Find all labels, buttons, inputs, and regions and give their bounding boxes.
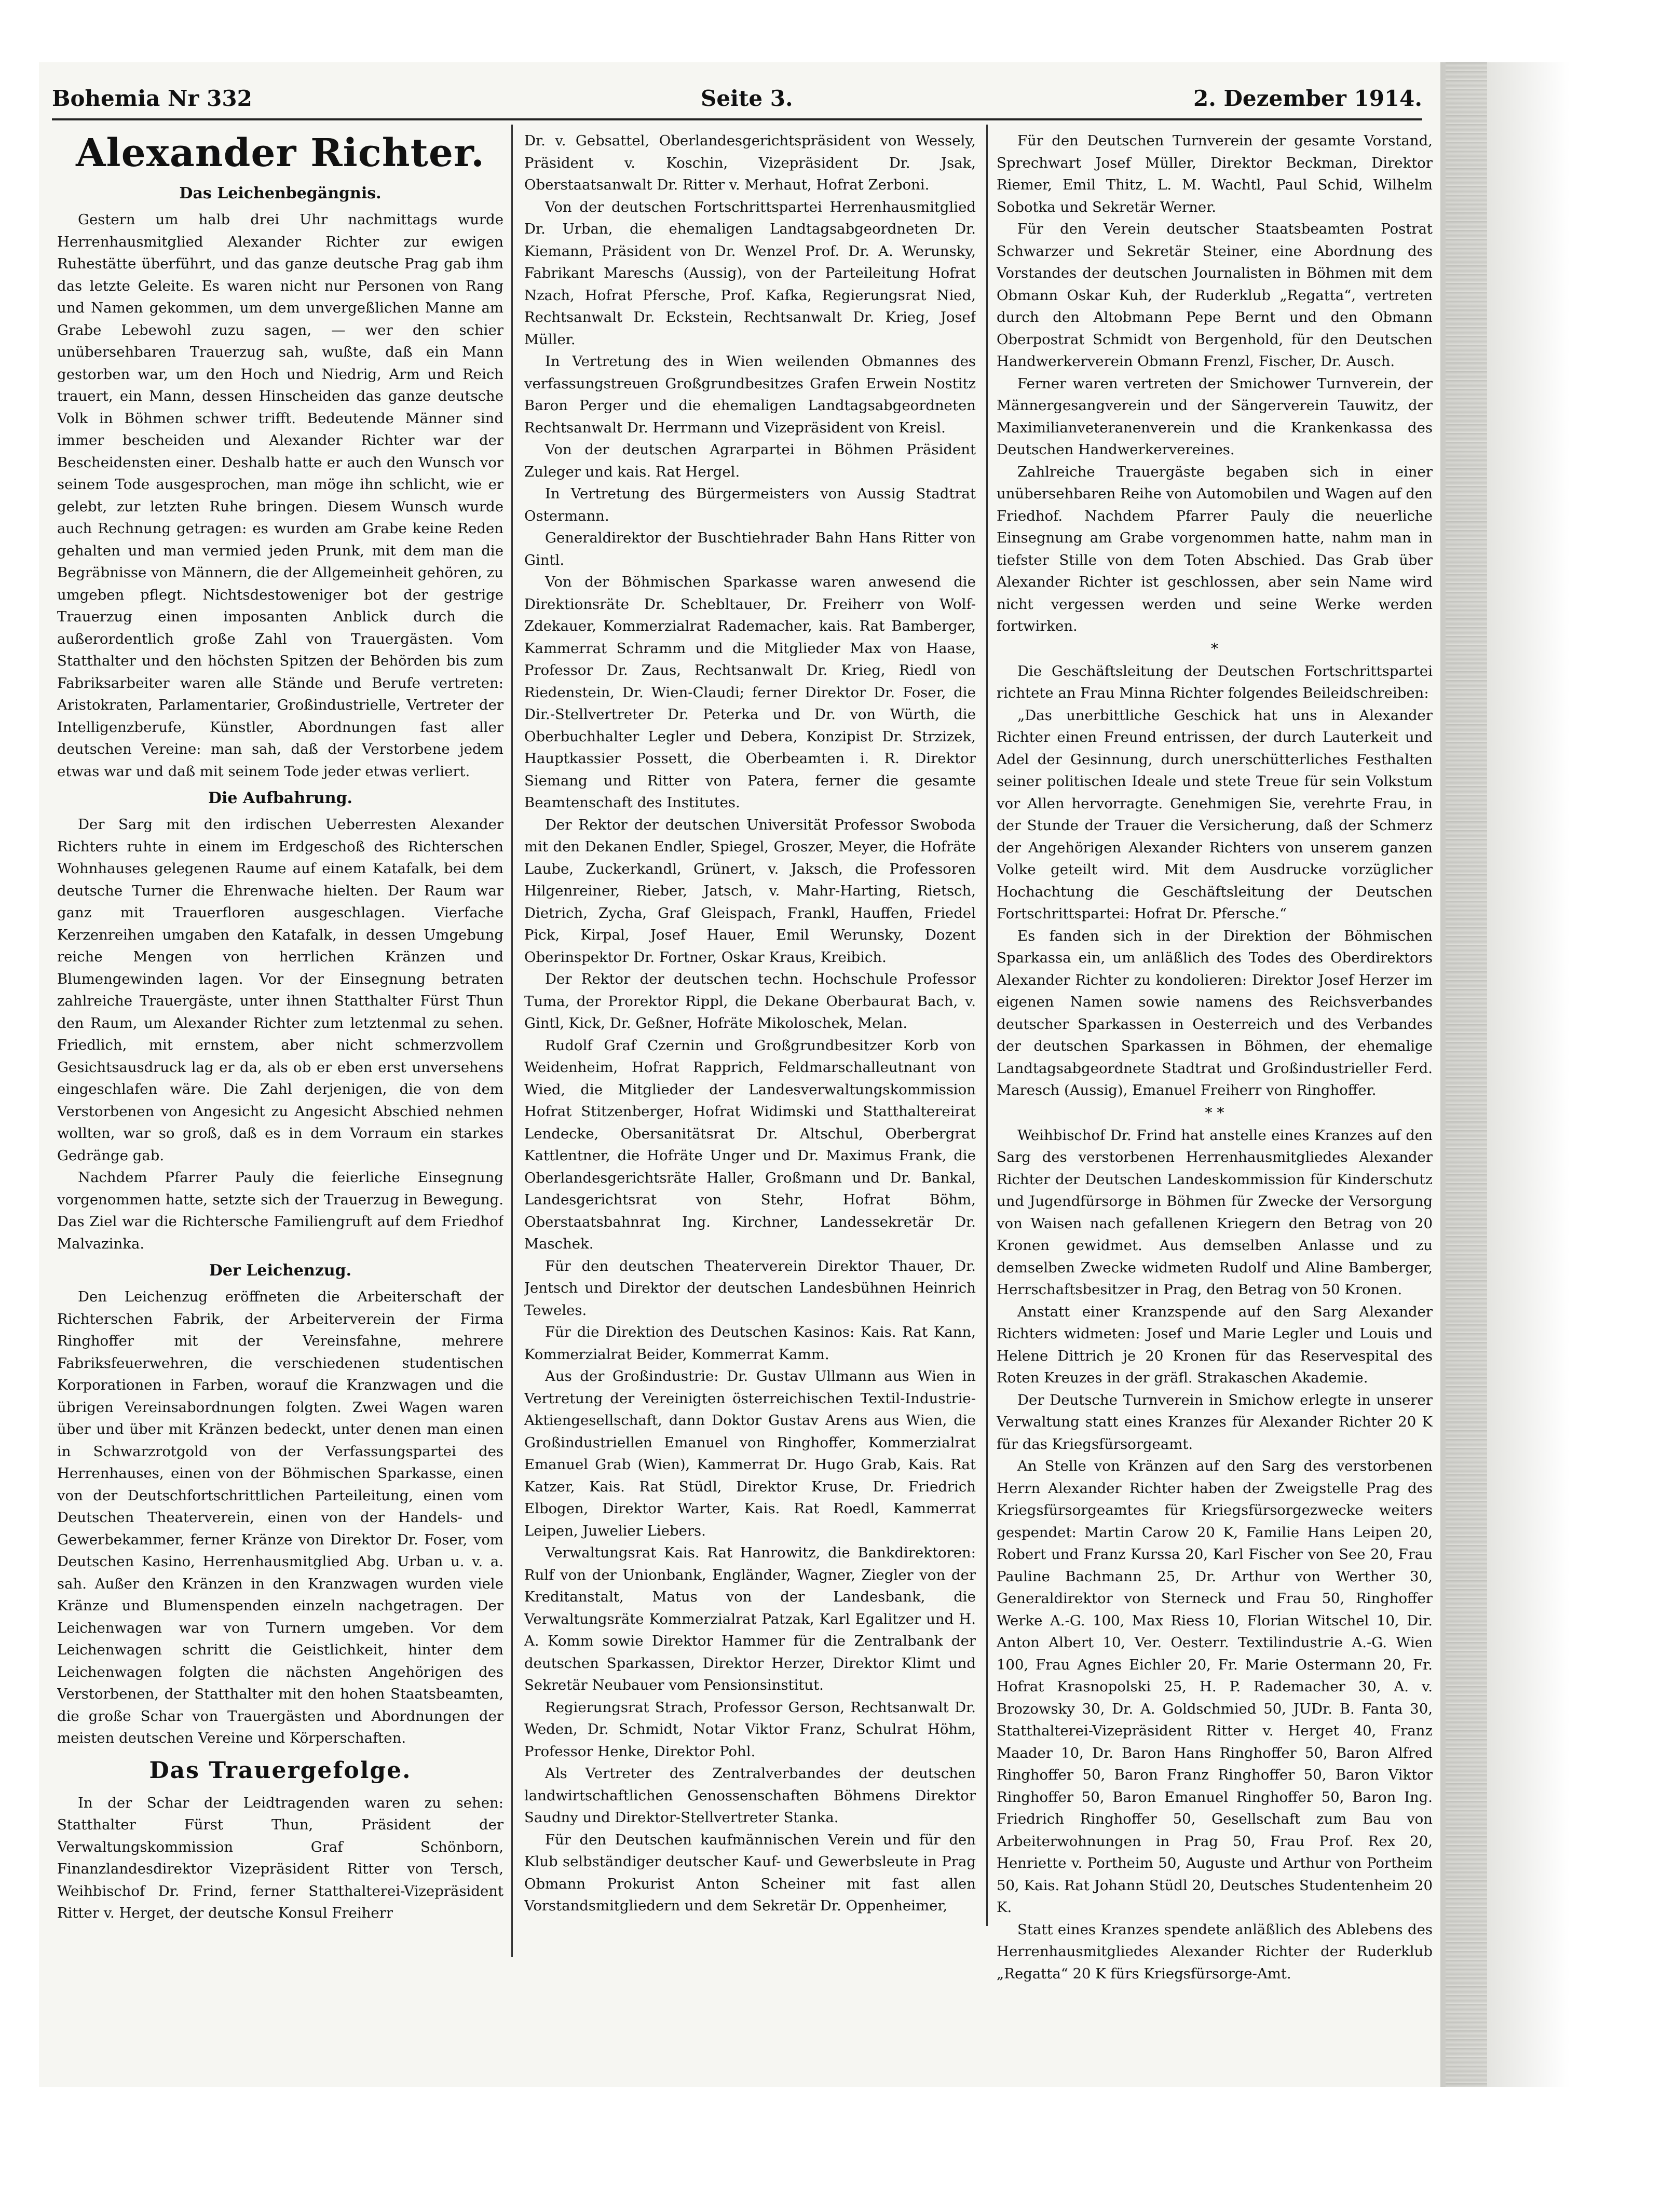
paragraph: Von der deutschen Fortschrittspartei Herrenhausmitglied Dr. Urban, die ehemaligen Landtagsabgeordneten Dr. Kiemann, Präsident von Dr. Wenzel Prof. Dr. A. Werunsky, Fabrikant Mareschs (Aussig), von der Parteileitung Hofrat Nzach, Hofrat Pfersche, Prof. Kafka, Regierungsrat Nied, Rechtsanwalt Dr. Eckstein, Rechtsanwalt Dr. Krieg, Josef Müller. — [524, 198, 976, 348]
subhead-trauergefolge: Das Trauergefolge. — [149, 1757, 412, 1784]
subhead-leichenbegaengnis: Das Leichenbegängnis. — [179, 184, 382, 202]
header-date: 2. Dezember 1914. — [1193, 86, 1422, 111]
paragraph: Für den deutschen Theaterverein Direktor Thauer, Dr. Jentsch und Direktor der deutschen Landesbühnen Heinrich Teweles. — [524, 1257, 976, 1319]
column-1 — [57, 130, 503, 2071]
paragraph: Die Geschäftsleitung der Deutschen Fortschrittspartei richtete an Frau Minna Richter folgendes Beileidschreiben: — [997, 662, 1433, 701]
paragraph: Nachdem Pfarrer Pauly die feierliche Einsegnung vorgenommen hatte, setzte sich der Trauerzug in Bewegung. Das Ziel war die Richtersche Familiengruft auf dem Friedhof Malvazinka. — [57, 1169, 503, 1252]
paragraph: Als Vertreter des Zentralverbandes der deutschen landwirtschaftlichen Genossenschaften Böhmens Direktor Saudny und Direktor-Stellvertreter Stanka. — [524, 1765, 976, 1826]
paragraph: Den Leichenzug eröffneten die Arbeiterschaft der Richterschen Fabrik, der Arbeiterverein der Firma Ringhoffer mit der Vereinsfahne, mehrere Fabriksfeuerwehren, die verschiedenen studentischen Korporationen in Farben, worauf die Kranzwagen und die übrigen Vereinsabordnungen folgten. Zwei Wagen waren über und über mit Kränzen bedeckt, unter denen man einen in Schwarzrotgold von der Verfassungspartei des Herrenhauses, einen von der Böhmischen Sparkasse, einen von der Deutschfortschrittlichen Parteileitung, einen vom Deutschen Theaterverein, einen von der Handels- und Gewerbekammer, ferner Kränze von Direktor Dr. Foser, vom Deutschen Kasino, Herrenhausmitglied Abg. Urban u. v. a. sah. Außer den Kränzen in den Kranzwagen wurden viele Kränze und Blumenspenden einzeln nachgetragen. Der Leichenwagen war von Turnern umgeben. Vor dem Leichenwagen schritt die Geistlichkeit, hinter dem Leichenwagen folgten die nächsten Angehörigen des Verstorbenen, der Statthalter mit den hohen Staatsbeamten, die große Schar von Trauergästen und Abordnungen der meisten deutschen Vereine und Körperschaften. — [57, 1288, 503, 1746]
paragraph: Generaldirektor der Buschtiehrader Bahn Hans Ritter von Gintl. — [524, 530, 976, 568]
subhead-leichenzug: Der Leichenzug. — [209, 1261, 352, 1280]
paragraph: Ferner waren vertreten der Smichower Turnverein, der Männergesangverein und der Sängerverein Tauwitz, der Maximilianveteranenverein und die Krankenkassa des Deutschen Handwerkervereines. — [997, 375, 1433, 458]
paragraph: Zahlreiche Trauergäste begaben sich in einer unübersehbaren Reihe von Automobilen und Wagen auf den Friedhof. Nachdem Pfarrer Pauly die neuerliche Einsegnung am Grabe vorgenommen hatte, nahm man in tiefster Stille von dem Toten Abschied. Das Grab über Alexander Richter ist geschlossen, aber sein Name wird nicht vergessen werden und seine Werke werden fortwirken. — [997, 463, 1433, 634]
paragraph: Statt eines Kranzes spendete anläßlich des Ablebens des Herrenhausmitgliedes Alexander Richter der Ruderklub „Regatta“ 20 K fürs Kriegsfürsorge-Amt. — [997, 1921, 1433, 1982]
paragraph: „Das unerbittliche Geschick hat uns in Alexander Richter einen Freund entrissen, der durch Lauterkeit und Adel der Gesinnung, durch unerschütterliches Festhalten seiner politischen Ideale und stete Treue für sein Volkstum vor Allen hervorragte. Genehmigen Sie, verehrte Frau, in der Stunde der Trauer die Versicherung, daß der Schmerz der Angehörigen Alexander Richters von unserem ganzen Volke geteilt wird. Mit dem Ausdrucke vorzüglicher Hochachtung die Geschäftsleitung der Deutschen Fortschrittspartei: Hofrat Dr. Pfersche.“ — [997, 707, 1433, 922]
paragraph: In der Schar der Leidtragenden waren zu sehen: Statthalter Fürst Thun, Präsident der Verwaltungskommission Graf Schönborn, Finanzlandesdirektor Vizepräsident Ritter von Tersch, Weihbischof Dr. Frind, ferner Statthalterei-Vizepräsident Ritter v. Herget, der deutsche Konsul Freiherr — [57, 1794, 503, 1921]
paragraph: Weihbischof Dr. Frind hat anstelle eines Kranzes auf den Sarg des verstorbenen Herrenhausmitgliedes Alexander Richter der Deutschen Landeskommission für Kinderschutz und Jugendfürsorge in Böhmen für Zwecke der Versorgung von Waisen nach gefallenen Kriegern den Betrag von 20 Kronen gewidmet. Aus demselben Anlasse und zu demselben Zwecke widmeten Rudolf und Aline Bamberger, Herrschaftsbesitzer in Prag, den Betrag von 50 Kronen. — [997, 1127, 1433, 1298]
binding-edge — [1446, 62, 1487, 2087]
paragraph: Für den Deutschen Turnverein der gesamte Vorstand, Sprechwart Josef Müller, Direktor Beckman, Direktor Riemer, Emil Thitz, L. M. Wachtl, Paul Schid, Wilhelm Sobotka und Sekretär Werner. — [997, 132, 1433, 215]
column-3 — [997, 130, 1433, 2051]
paragraph: Rudolf Graf Czernin und Großgrundbesitzer Korb von Weidenheim, Hofrat Rapprich, Feldmarschalleutnant von Wied, die Mitglieder der Landesverwaltungskommission Hofrat Stitzenberger, Hofrat Widimski und Statthaltereirat Lendecke, Obersanitätsrat Dr. Altschul, Oberbergrat Kattlentner, die Hofräte Unger und Dr. Maximus Frank, die Oberlandesgerichtsräte Haller, Großmann und Dr. Bankal, Landesgerichtsrat von Stehr, Hofrat Böhm, Oberstaatsbahnrat Ing. Kirchner, Landessekretär Dr. Maschek. — [524, 1037, 976, 1252]
paragraph: Von der Böhmischen Sparkasse waren anwesend die Direktionsräte Dr. Schebltauer, Dr. Freiherr von Wolf-Zdekauer, Kommerzialrat Rademacher, kais. Rat Bamberger, Kammerrat Schramm und die Mitglieder Max von Haase, Professor Dr. Zaus, Rechtsanwalt Dr. Krieg, Riedl von Riedenstein, Dr. Wien-Claudi; ferner Direktor Dr. Foser, die Dir.-Stellvertreter Dr. Peterka und Dr. von Würth, die Oberbuchhalter Legler und Debera, Konzipist Dr. Strzizek, Hauptkassier Possett, die Oberbeamten i. R. Direktor Siemang und Ritter von Patera, ferner die gesamte Beamtenschaft des Institutes. — [524, 574, 976, 811]
paragraph: Der Rektor der deutschen Universität Professor Swoboda mit den Dekanen Endler, Spiegel, Groszer, Meyer, die Hofräte Laube, Zuckerkandl, Grünert, v. Jaksch, die Professoren Hilgenreiner, Rieber, Jatsch, v. Mahr-Harting, Rietsch, Dietrich, Zycha, Graf Gleispach, Frankl, Hauffen, Friedel Pick, Kirpal, Josef Hauer, Emil Werunsky, Dozent Oberinspektor Dr. Fortner, Oskar Kraus, Kreibich. — [524, 816, 976, 966]
separator-star: * — [1211, 640, 1218, 657]
paragraph: Dr. v. Gebsattel, Oberlandesgerichtspräsident von Wessely, Präsident v. Koschin, Vizepräsident Dr. Jsak, Oberstaatsanwalt Dr. Ritter v. Merhaut, Hofrat Zerboni. — [524, 132, 976, 193]
paragraph: An Stelle von Kränzen auf den Sarg des verstorbenen Herrn Alexander Richter haben der Zweigstelle Prag des Kriegsfürsorgeamtes für Kriegsfürsorgezwecke weiters gespendet: Martin Carow 20 K, Familie Hans Leipen 20, Robert und Franz Kurssa 20, Karl Fischer von See 20, Frau Pauline Bachmann 25, Dr. Arthur von Werther 30, Generaldirektor von Sterneck und Frau 50, Ringhoffer Werke A.-G. 100, Max Riess 10, Florian Witschel 10, Dir. Anton Albert 10, Ver. Oesterr. Textilindustrie A.-G. Wien 100, Frau Agnes Eichler 20, Fr. Marie Ostermann 20, Fr. Hofrat Krasnopolski 25, H. P. Rademacher 30, A. v. Brozowsky 30, Dr. A. Goldschmied 50, JUDr. B. Fanta 30, Statthalterei-Vizepräsident Ritter v. Herget 40, Franz Maader 10, Dr. Baron Hans Ringhoffer 50, Baron Alfred Ringhoffer 50, Baron Franz Ringhoffer 50, Baron Viktor Ringhoffer 50, Baron Emanuel Ringhoffer 50, Baron Ing. Friedrich Ringhoffer 50, Gesellschaft zum Bau von Arbeiterwohnungen in Prag 50, Frau Prof. Rex 20, Henriette v. Portheim 50, Auguste und Arthur von Portheim 50, Kais. Rat Johann Stüdl 20, Deutsches Studentenheim 20 K. — [997, 1458, 1433, 1916]
paragraph: Der Rektor der deutschen techn. Hochschule Professor Tuma, der Prorektor Rippl, die Dekane Oberbaurat Bach, v. Gintl, Kick, Dr. Geßner, Hofräte Mikoloschek, Melan. — [524, 971, 976, 1032]
paragraph: Anstatt einer Kranzspende auf den Sarg Alexander Richters widmeten: Josef und Marie Legler und Louis und Helene Dittrich je 20 Kronen für das Reservespital des Roten Kreuzes in der gräfl. Strakaschen Akademie. — [997, 1303, 1433, 1386]
column-2 — [524, 130, 976, 2071]
paragraph: In Vertretung des Bürgermeisters von Aussig Stadtrat Ostermann. — [524, 485, 976, 524]
paragraph: Für die Direktion des Deutschen Kasinos: Kais. Rat Kann, Kommerzialrat Beider, Kommerrat Kamm. — [524, 1324, 976, 1363]
page-header — [52, 86, 1422, 122]
column-rule-1 — [511, 125, 513, 1957]
paragraph: Für den Deutschen kaufmännischen Verein und für den Klub selbständiger deutscher Kauf- und Gewerbsleute in Prag Obmann Prokurist Anton Scheiner mit fast allen Vorstandsmitgliedern und dem Sekretär Dr. Oppenheimer, — [524, 1831, 976, 1914]
paragraph: Gestern um halb drei Uhr nachmittags wurde Herrenhausmitglied Alexander Richter zur ewigen Ruhestätte überführt, und das ganze deutsche Prag gab ihm das letzte Geleite. Es waren nicht nur Personen von Rang und Namen gekommen, um dem unvergeßlichen Manne am Grabe Lebewohl zuzu sagen, — wer den schier unübersehbaren Trauerzug sah, wußte, daß ein Mann gestorben war, um den Hoch und Niedrig, Arm und Reich trauert, ein Mann, dessen Hinscheiden das ganze deutsche Volk in Böhmen schwer trifft. Bedeutende Männer sind immer bescheiden und Alexander Richter war der Bescheidensten einer. Deshalb hatte er auch den Wunsch vor seinem Tode ausgesprochen, man möge ihn schlicht, wie er gelebt, zur letzten Ruhe bringen. Diesem Wunsch wurde auch Rechnung getragen: es wurden am Grabe keine Reden gehalten und man vermied jeden Prunk, mit dem man die Begräbnisse von Männern, die der Allgemeinheit gehören, zu umgeben pflegt. Nichtsdestoweniger bot der gestrige Trauerzug einen imposanten Anblick durch die außerordentlich große Zahl von Trauergästen. Vom Statthalter und den höchsten Spitzen der Behörden bis zum Fabriksarbeiter waren alle Stände und Berufe vertreten: Aristokraten, Parlamentarier, Großindustrielle, Vertreter der Intelligenzberufe, Künstler, Abordnungen fast aller deutschen Vereine: man sah, daß der Verstorbene jedem etwas war und daß mit seinem Tode jeder etwas verliert. — [57, 211, 503, 780]
paragraph: Aus der Großindustrie: Dr. Gustav Ullmann aus Wien in Vertretung der Vereinigten österreichischen Textil-Industrie-Aktiengesellschaft, dann Doktor Gustav Arens aus Wien, die Großindustriellen Emanuel von Ringhoffer, Kommerzialrat Emanuel Grab (Wien), Kammerrat Dr. Hugo Grab, Kais. Rat Katzer, Kais. Rat Stüdl, Direktor Kruse, Dr. Friedrich Elbogen, Direktor Warter, Kais. Rat Roedl, Kammerrat Leipen, Juwelier Liebers. — [524, 1368, 976, 1539]
separator-stars: * * — [1205, 1104, 1224, 1121]
paragraph: Der Deutsche Turnverein in Smichow erlegte in unserer Verwaltung statt eines Kranzes für Alexander Richter 20 K für das Kriegsfürsorgeamt. — [997, 1391, 1433, 1453]
paragraph: In Vertretung des in Wien weilenden Obmannes des verfassungstreuen Großgrundbesitzes Grafen Erwein Nostitz Baron Perger und die ehemaligen Landtagsabgeordneten Rechtsanwalt Dr. Herrmann und Vizepräsident von Kreisl. — [524, 353, 976, 436]
paragraph: Regierungsrat Strach, Professor Gerson, Rechtsanwalt Dr. Weden, Dr. Schmidt, Notar Viktor Franz, Schulrat Höhm, Professor Henke, Direktor Pohl. — [524, 1699, 976, 1760]
paragraph: Für den Verein deutscher Staatsbeamten Postrat Schwarzer und Sekretär Steiner, eine Abordnung des Vorstandes der deutschen Journalisten in Böhmen mit dem Obmann Oskar Kuh, der Ruderklub „Regatta“, vertreten durch den Altobmann Pepe Bernt und den Obmann Oberpostrat Schmidt von Bergenhold, für den Deutschen Handwerkerverein Obmann Frenzl, Fischer, Dr. Ausch. — [997, 221, 1433, 370]
paragraph: Von der deutschen Agrarpartei in Böhmen Präsident Zuleger und kais. Rat Hergel. — [524, 441, 976, 480]
article-title: Alexander Richter. — [76, 131, 485, 175]
paragraph: Es fanden sich in der Direktion der Böhmischen Sparkassa ein, um anläßlich des Todes des Oberdirektors Alexander Richter zu kondolieren: Direktor Josef Herzer im eigenen Namen sowie namens des Reichsverbandes deutscher Sparkassen in Oesterreich und des Verbandes der deutschen Sparkassen in Böhmen, der ehemalige Landtagsabgeordnete Stadtrat und Großindustrieller Ferd. Maresch (Aussig), Emanuel Freiherr von Ringhoffer. — [997, 927, 1433, 1098]
header-masthead: Bohemia Nr 332 — [52, 86, 252, 111]
subhead-aufbahrung: Die Aufbahrung. — [208, 789, 352, 807]
paragraph: Verwaltungsrat Kais. Rat Hanrowitz, die Bankdirektoren: Rulf von der Unionbank, Engländer, Wagner, Ziegler von der Kreditanstalt, Matus von der Landesbank, die Verwaltungsräte Kommerzialrat Patzak, Karl Egalitzer und H. A. Komm sowie Direktor Hammer für die Zentralbank der deutschen Sparkassen, Direktor Herzer, Direktor Klimt und Sekretär Neubauer vom Pensionsinstitut. — [524, 1544, 976, 1693]
paragraph: Der Sarg mit den irdischen Ueberresten Alexander Richters ruhte in einem im Erdgeschoß des Richterschen Wohnhauses gelegenen Raume auf einem Katafalk, bei dem deutsche Turner die Ehrenwache hielten. Der Raum war ganz mit Trauerfloren ausgeschlagen. Vierfache Kerzenreihen umgaben den Katafalk, in dessen Umgebung reiche Mengen von herrlichen Kränzen und Blumengewinden lagen. Vor der Einsegnung betraten zahlreiche Trauergäste, unter ihnen Statthalter Fürst Thun den Raum, um Alexander Richter zum letztenmal zu sehen. Friedlich, mit ernstem, aber nicht schmerzvollem Gesichtsausdruck lag er da, als ob er eben erst unversehens eingeschlafen wäre. Die Zahl derjenigen, die von dem Verstorbenen von Angesicht zu Angesicht Abschied nehmen wollten, war so groß, daß es in dem Vorraum ein starkes Gedränge gab. — [57, 816, 503, 1164]
column-rule-2 — [986, 125, 988, 1926]
header-rule — [52, 118, 1422, 120]
header-page-number: Seite 3. — [701, 86, 793, 111]
